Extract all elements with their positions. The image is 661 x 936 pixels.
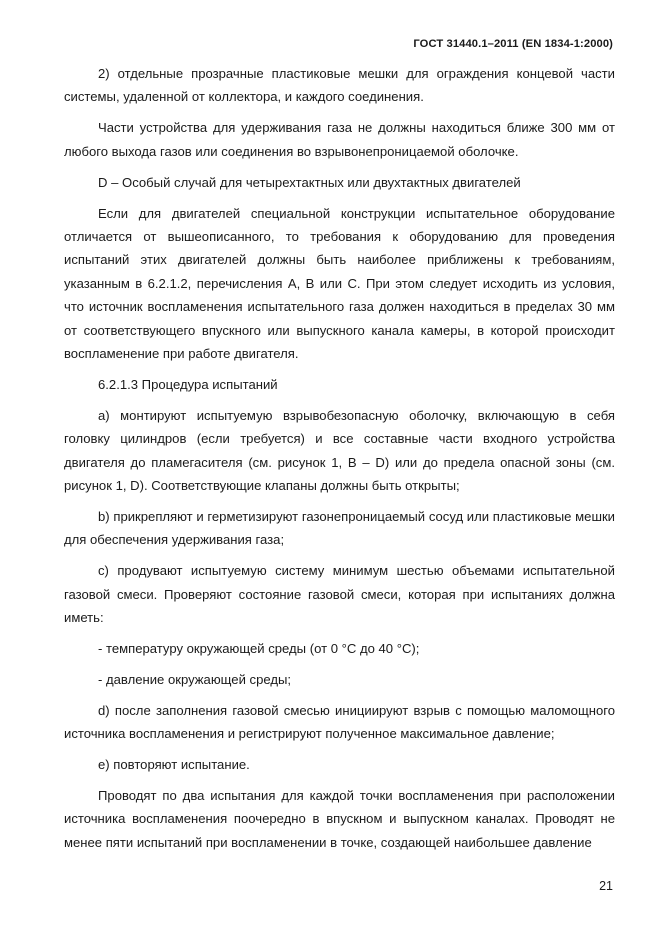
document-body (64, 62, 615, 862)
paragraph-separate-bags: 2) отдельные прозрачные пластиковые мешки для ограждения концевой части системы, удаленной от коллектора, и каждого соединения. (64, 66, 615, 105)
list-item-e: e) повторяют испытание. (98, 757, 250, 773)
paragraph-test-count: Проводят по два испытания для каждой точки воспламенения при расположении источника воспламенения поочередно в впускном и выпускном каналах. Проводят не менее пяти испытаний при воспламенении в точке, создающей наибольшее давление (64, 787, 615, 850)
list-item-b: b) прикрепляют и герметизируют газонепроницаемый сосуд или пластиковые мешки для обеспечения удерживания газа; (64, 508, 615, 548)
page-number: 21 (599, 879, 613, 893)
list-dash-temperature: - температуру окружающей среды (от 0 °С до 40 °С); (98, 640, 420, 656)
paragraph-gas-holding-distance: Части устройства для удерживания газа не должны находиться ближе 300 мм от любого выхода газов или соединения во взрывонепроницаемой оболочке. (64, 120, 615, 159)
list-item-c: c) продувают испытуемую систему минимум шестью объемами испытательной газовой смеси. Проверяют состояние газовой смеси, которая при испытаниях должна иметь: (64, 563, 615, 626)
paragraph-case-d-title: D – Особый случай для четырехтактных или двухтактных двигателей (98, 174, 521, 190)
list-item-d: d) после заполнения газовой смесью инициируют взрыв с помощью маломощного источника воспламенения и регистрируют полученное максимальное давление; (64, 702, 615, 742)
list-dash-pressure: - давление окружающей среды; (98, 671, 292, 687)
section-heading-test-procedure: 6.2.1.3 Процедура испытаний (98, 376, 278, 392)
paragraph-special-engines: Если для двигателей специальной конструкции испытательное оборудование отличается от вышеописанного, то требования к оборудованию для проведения испытаний этих двигателей должны быть наиболее приближены к требованиям, указанным в 6.2.1.2, перечисления А, В или С. При этом следует исходить из условия, что источник воспламенения испытательного газа должен находиться в пределах 30 мм от соответствующего впускного или выпускного канала камеры, в которой происходит воспламенение при работе двигателя. (64, 205, 615, 361)
document-header: ГОСТ 31440.1–2011 (EN 1834-1:2000) (413, 38, 613, 50)
list-item-a: a) монтируют испытуемую взрывобезопасную оболочку, включающую в себя головку цилиндров (если требуется) и все составные части входного устройства двигателя до пламегасителя (см. рисунок 1, В – D) или до предела опасной зоны (см. рисунок 1, D). Соответствующие клапаны должны быть открыты; (64, 407, 615, 493)
